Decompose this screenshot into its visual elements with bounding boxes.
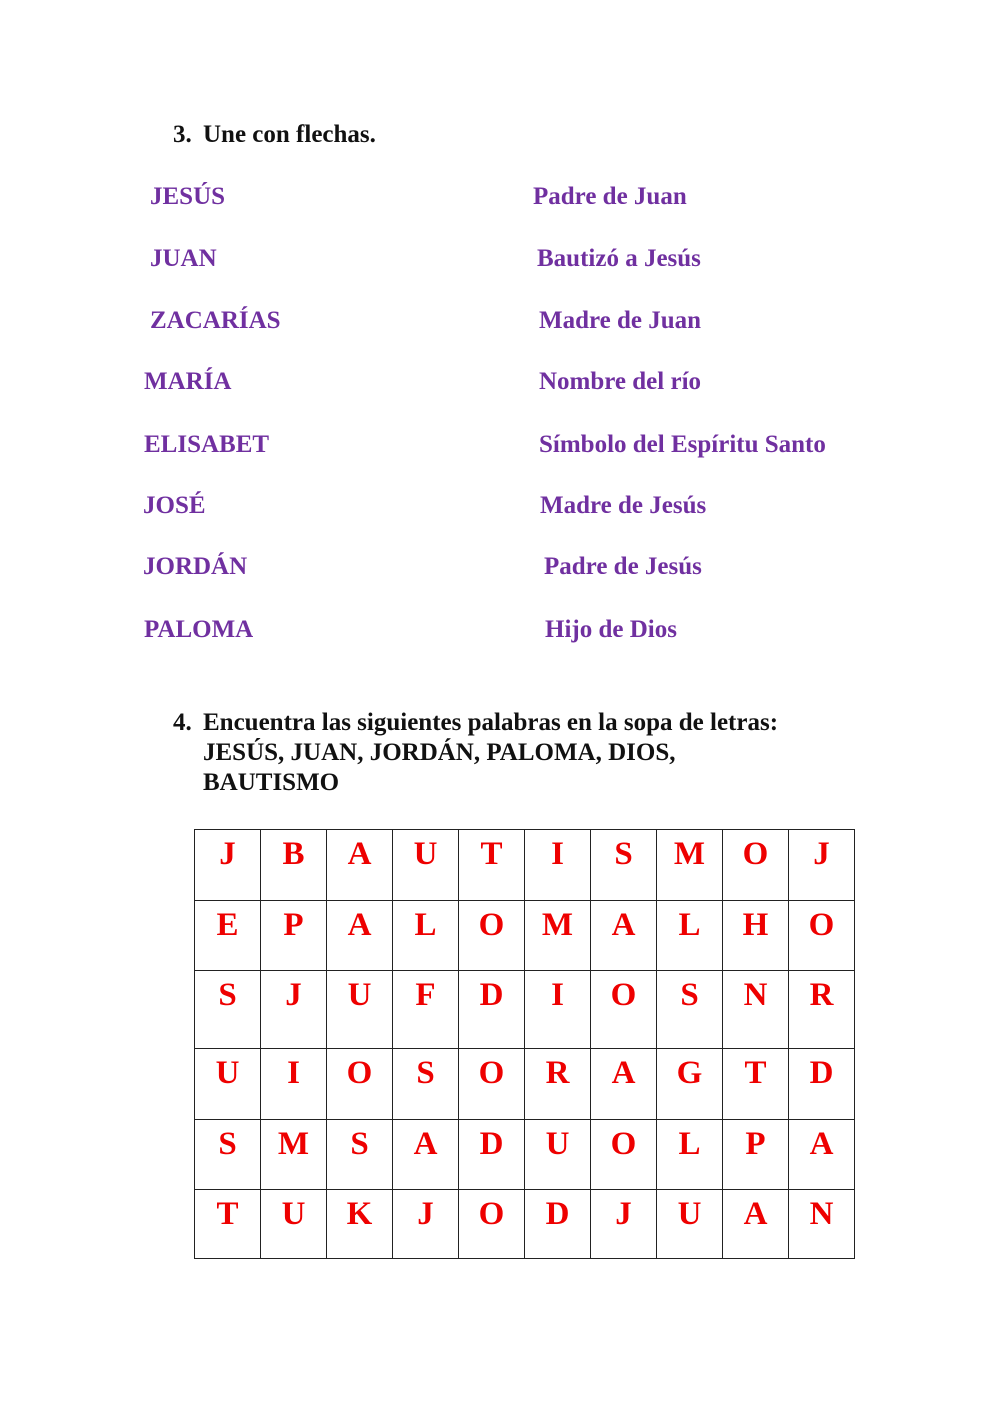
left-item-juan: JUAN: [150, 245, 217, 272]
grid-cell: I: [525, 971, 591, 1049]
grid-row: [195, 971, 855, 1049]
grid-cell: D: [789, 1049, 855, 1120]
grid-row: [195, 830, 855, 901]
word-search-grid: [194, 829, 855, 1259]
section-4-title-line-3: BAUTISMO: [203, 769, 340, 796]
grid-cell: J: [591, 1190, 657, 1259]
grid-cell: J: [789, 830, 855, 901]
grid-cell: T: [459, 830, 525, 901]
left-item-elisabet: ELISABET: [144, 431, 270, 458]
grid-cell: U: [393, 830, 459, 901]
grid-cell: L: [393, 901, 459, 971]
grid-cell: O: [327, 1049, 393, 1120]
grid-cell: K: [327, 1190, 393, 1259]
grid-cell: M: [525, 901, 591, 971]
grid-row: [195, 1190, 855, 1259]
right-item-madre-de-juan: Madre de Juan: [539, 307, 702, 334]
grid-cell: H: [723, 901, 789, 971]
left-item-paloma: PALOMA: [144, 616, 254, 643]
grid-cell: U: [327, 971, 393, 1049]
grid-cell: S: [327, 1120, 393, 1190]
grid-cell: D: [459, 971, 525, 1049]
grid-cell: A: [327, 901, 393, 971]
left-item-jose: JOSÉ: [143, 492, 206, 519]
grid-cell: M: [657, 830, 723, 901]
section-4-title-line-1: Encuentra las siguientes palabras en la sopa de letras:: [203, 709, 779, 736]
grid-cell: E: [195, 901, 261, 971]
grid-cell: S: [393, 1049, 459, 1120]
grid-cell: L: [657, 901, 723, 971]
grid-cell: A: [393, 1120, 459, 1190]
grid-cell: O: [459, 1049, 525, 1120]
grid-cell: J: [261, 971, 327, 1049]
grid-row: [195, 1049, 855, 1120]
right-item-simbolo-espiritu-santo: Símbolo del Espíritu Santo: [539, 431, 826, 458]
grid-cell: U: [261, 1190, 327, 1259]
grid-cell: O: [591, 1120, 657, 1190]
right-item-hijo-de-dios: Hijo de Dios: [545, 616, 677, 643]
grid-cell: S: [657, 971, 723, 1049]
section-4-number: 4.: [173, 709, 192, 736]
grid-cell: O: [459, 1190, 525, 1259]
right-item-nombre-del-rio: Nombre del río: [539, 368, 702, 395]
left-item-maria: MARÍA: [144, 368, 232, 395]
section-4-heading: [173, 708, 873, 798]
grid-cell: U: [525, 1120, 591, 1190]
grid-cell: J: [393, 1190, 459, 1259]
grid-cell: A: [723, 1190, 789, 1259]
grid-cell: S: [195, 1120, 261, 1190]
grid-cell: R: [525, 1049, 591, 1120]
grid-cell: P: [723, 1120, 789, 1190]
grid-cell: D: [525, 1190, 591, 1259]
grid-cell: A: [591, 901, 657, 971]
left-item-zacarias: ZACARÍAS: [150, 307, 281, 334]
grid-cell: R: [789, 971, 855, 1049]
grid-cell: O: [591, 971, 657, 1049]
grid-cell: O: [789, 901, 855, 971]
section-3-heading: [173, 120, 376, 150]
section-3-number: 3.: [173, 121, 192, 148]
grid-cell: O: [723, 830, 789, 901]
grid-cell: I: [261, 1049, 327, 1120]
grid-cell: A: [591, 1049, 657, 1120]
grid-cell: S: [195, 971, 261, 1049]
right-item-madre-de-jesus: Madre de Jesús: [540, 492, 707, 519]
right-item-padre-de-juan: Padre de Juan: [533, 183, 687, 210]
grid-cell: F: [393, 971, 459, 1049]
grid-row: [195, 1120, 855, 1190]
section-4-title-line-2: JESÚS, JUAN, JORDÁN, PALOMA, DIOS,: [203, 739, 676, 766]
grid-cell: A: [789, 1120, 855, 1190]
grid-row: [195, 901, 855, 971]
grid-cell: A: [327, 830, 393, 901]
grid-cell: G: [657, 1049, 723, 1120]
grid-cell: T: [723, 1049, 789, 1120]
grid-cell: T: [195, 1190, 261, 1259]
grid-cell: D: [459, 1120, 525, 1190]
grid-cell: U: [195, 1049, 261, 1120]
section-3-title: Une con flechas.: [203, 121, 376, 148]
left-item-jordan: JORDÁN: [143, 553, 248, 580]
grid-cell: N: [789, 1190, 855, 1259]
grid-cell: P: [261, 901, 327, 971]
right-item-padre-de-jesus: Padre de Jesús: [544, 553, 702, 580]
grid-cell: S: [591, 830, 657, 901]
grid-cell: L: [657, 1120, 723, 1190]
grid-cell: N: [723, 971, 789, 1049]
grid-cell: O: [459, 901, 525, 971]
grid-cell: M: [261, 1120, 327, 1190]
grid-cell: B: [261, 830, 327, 901]
left-item-jesus: JESÚS: [150, 183, 226, 210]
right-item-bautizo-a-jesus: Bautizó a Jesús: [537, 245, 701, 272]
grid-cell: U: [657, 1190, 723, 1259]
grid-cell: I: [525, 830, 591, 901]
grid-cell: J: [195, 830, 261, 901]
